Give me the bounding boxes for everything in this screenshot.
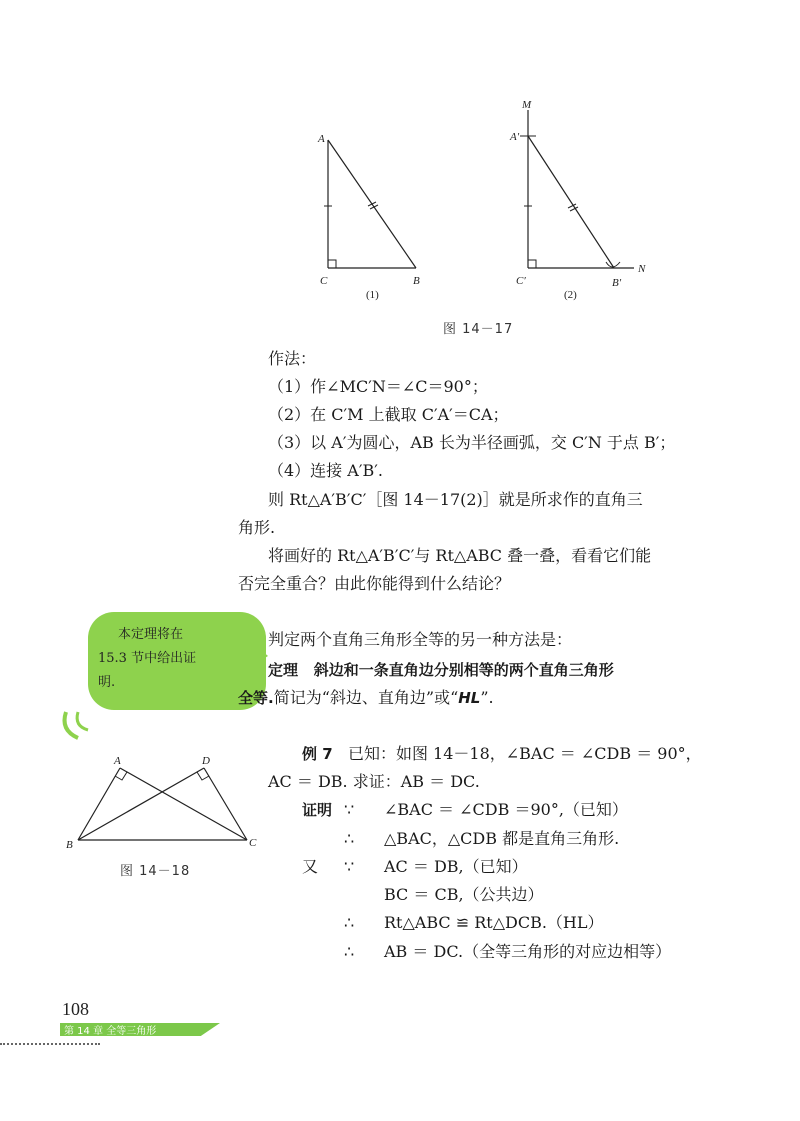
sub-label-1: (1) — [366, 289, 379, 301]
figure-14-17-caption: 图 14－17 — [443, 322, 514, 337]
proof-because-1: ∵ — [344, 800, 355, 819]
theorem-hl: HL — [458, 689, 481, 707]
construction-step-1: （1）作∠MC′N＝∠C＝90°； — [268, 377, 488, 396]
proof-therefore-2: ∴ — [344, 913, 355, 932]
proof-line-1: ∠BAC ＝ ∠CDB ＝90°,（已知） — [384, 800, 628, 819]
example-given: 已知：如图 14－18，∠BAC ＝ ∠CDB ＝ 90°， — [347, 744, 702, 763]
proof-label: 证明 — [302, 801, 333, 819]
construction-step-3: （3）以 A′为圆心，AB 长为半径画弧，交 C′N 于点 B′； — [268, 433, 676, 452]
theorem-line-2 — [238, 688, 494, 708]
theorem-text-2: 全等. — [238, 689, 274, 707]
question-line-1: 将画好的 Rt△A′B′C′与 Rt△ABC 叠一叠，看看它们能 — [268, 546, 652, 565]
construction-title: 作法： — [268, 349, 317, 368]
construction-result-1: 则 Rt△A′B′C′［图 14－17(2)］就是所求作的直角三 — [268, 490, 643, 509]
proof-therefore-1: ∴ — [344, 829, 355, 848]
note-line-1: 本定理将在 — [118, 627, 184, 642]
sub-label-2: (2) — [564, 289, 577, 301]
footer-dots — [0, 1043, 100, 1045]
label-A-18: A — [114, 755, 121, 767]
label-B: B — [413, 275, 420, 287]
label-A-prime: A′ — [510, 131, 520, 143]
figure-14-18 — [66, 755, 257, 851]
theorem-intro: 判定两个直角三角形全等的另一种方法是： — [268, 630, 573, 649]
label-A: A — [318, 133, 325, 145]
example-label: 例 7 — [302, 745, 333, 763]
theorem-label: 定理 — [268, 661, 299, 679]
label-B-prime: B′ — [612, 277, 622, 289]
label-D-18: D — [202, 755, 210, 767]
note-line-2: 15.3 节中给出证 — [98, 651, 197, 666]
label-C: C — [320, 275, 328, 287]
chapter-label: 第 14 章 全等三角形 — [64, 1026, 157, 1037]
proof-line-6: AB ＝ DC.（全等三角形的对应边相等） — [384, 942, 672, 961]
theorem-shortname: 简记为“斜边、直角边”或“ — [273, 688, 459, 707]
bubble-swirl-inner — [77, 712, 88, 730]
proof-also: 又 — [302, 857, 319, 876]
page-number: 108 — [62, 999, 89, 1019]
figure-14-18-caption: 图 14－18 — [120, 864, 191, 879]
proof-because-2: ∵ — [344, 857, 355, 876]
construction-step-4: （4）连接 A′B′. — [268, 461, 383, 480]
note-line-3: 明. — [98, 675, 116, 690]
proof-therefore-3: ∴ — [344, 942, 355, 961]
example-line-1 — [302, 744, 702, 764]
question-line-2: 否完全重合？由此你能得到什么结论？ — [238, 574, 511, 593]
label-M: M — [522, 99, 532, 111]
label-N: N — [638, 263, 646, 275]
construction-result-2: 角形. — [238, 518, 276, 537]
construction-step-2: （2）在 C′M 上截取 C′A′＝CA； — [268, 405, 509, 424]
proof-line-3: AC ＝ DB,（已知） — [384, 857, 528, 876]
proof-line-4: BC ＝ CB,（公共边） — [384, 885, 544, 904]
theorem-text-1: 斜边和一条直角边分别相等的两个直角三角形 — [313, 661, 614, 679]
figure-14-17-right — [509, 99, 646, 301]
figure-14-17-left — [317, 133, 420, 301]
proof-line-5: Rt△ABC ≌ Rt△DCB.（HL） — [384, 913, 604, 932]
theorem-line-1 — [268, 660, 614, 680]
label-C-prime: C′ — [516, 275, 526, 287]
theorem-end: ”. — [480, 688, 494, 707]
label-B-18: B — [66, 839, 73, 851]
label-C-18: C — [249, 837, 257, 849]
example-line-2: AC ＝ DB. 求证：AB ＝ DC. — [268, 772, 480, 791]
proof-line-2: △BAC，△CDB 都是直角三角形. — [384, 829, 620, 848]
